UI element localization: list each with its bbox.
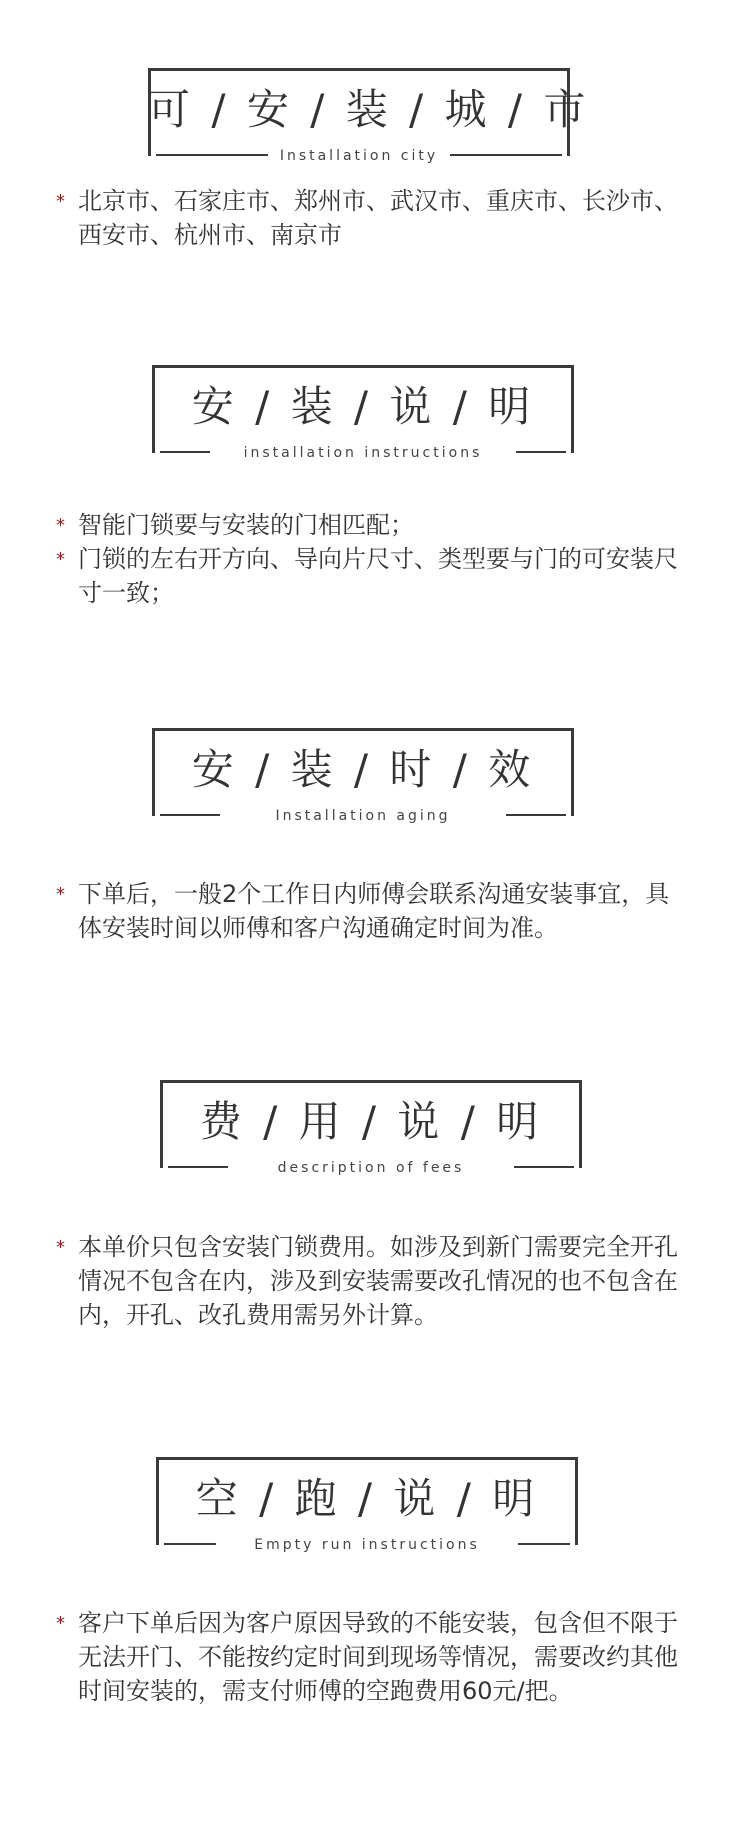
section-title: 安 / 装 / 时 / 效 [191, 745, 535, 794]
section-subtitle: description of fees [277, 1160, 465, 1176]
list-item [56, 877, 686, 945]
section-item-list [56, 1230, 686, 1332]
section-subtitle: Installation city [279, 148, 439, 164]
section-title-frame [148, 68, 590, 164]
section-item-list [56, 877, 686, 945]
list-item [56, 542, 686, 610]
star-bullet-icon: * [56, 515, 65, 536]
star-bullet-icon: * [56, 1613, 65, 1634]
star-bullet-icon: * [56, 549, 65, 570]
section-item-list [56, 508, 686, 610]
section-subtitle: Empty run instructions [254, 1537, 480, 1553]
frame-top-line [156, 1457, 578, 1460]
section-item-list [56, 1606, 686, 1708]
frame-top-line [152, 728, 574, 731]
section-title: 空 / 跑 / 说 / 明 [195, 1474, 539, 1523]
list-item [56, 508, 686, 542]
list-item-text: 北京市、石家庄市、郑州市、武汉市、重庆市、长沙市、西安市、杭州市、南京市 [78, 187, 678, 249]
star-bullet-icon: * [56, 1237, 65, 1258]
section-title-frame [156, 1457, 578, 1553]
list-item [56, 184, 686, 252]
section-title-frame [160, 1080, 582, 1176]
frame-top-line [152, 365, 574, 368]
list-item-text: 门锁的左右开方向、导向片尺寸、类型要与门的可安装尺寸一致； [78, 545, 678, 607]
section-item-list [56, 184, 686, 252]
section-title: 费 / 用 / 说 / 明 [199, 1097, 543, 1146]
section-title-frame [152, 728, 574, 824]
section-title-frame [152, 365, 574, 461]
list-item-text: 客户下单后因为客户原因导致的不能安装，包含但不限于无法开门、不能按约定时间到现场等情况，需要改约其他时间安装的，需支付师傅的空跑费用60元/把。 [78, 1609, 678, 1705]
section-title: 安 / 装 / 说 / 明 [191, 382, 535, 431]
list-item-text: 本单价只包含安装门锁费用。如涉及到新门需要完全开孔情况不包含在内，涉及到安装需要改孔情况的也不包含在内，开孔、改孔费用需另外计算。 [78, 1233, 678, 1329]
list-item [56, 1230, 686, 1332]
star-bullet-icon: * [56, 191, 65, 212]
section-title: 可 / 安 / 装 / 城 / 市 [148, 85, 590, 134]
frame-top-line [160, 1080, 582, 1083]
section-subtitle: installation instructions [243, 445, 483, 461]
frame-top-line [148, 68, 570, 71]
list-item-text: 智能门锁要与安装的门相匹配； [78, 511, 414, 539]
section-subtitle: Installation aging [275, 808, 451, 824]
star-bullet-icon: * [56, 884, 65, 905]
list-item-text: 下单后，一般2个工作日内师傅会联系沟通安装事宜，具体安装时间以师傅和客户沟通确定时间为准。 [78, 880, 670, 942]
list-item [56, 1606, 686, 1708]
